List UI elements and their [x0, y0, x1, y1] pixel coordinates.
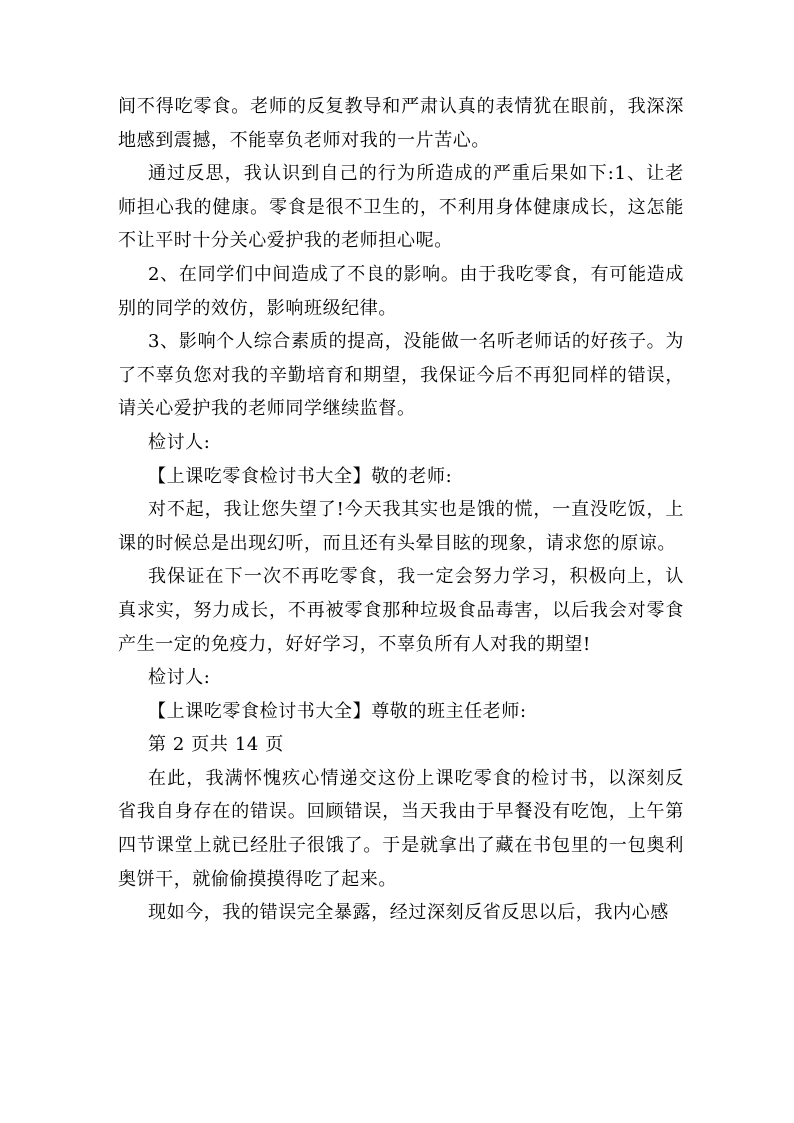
paragraph: 间不得吃零食。老师的反复教导和严肃认真的表情犹在眼前，我深深地感到震撼，不能辜负老师对我的一片苦心。: [118, 96, 684, 151]
document-body: [118, 90, 684, 930]
signature-line: 检讨人:: [148, 667, 211, 689]
section-heading: 【上课吃零食检讨书大全】敬的老师:: [148, 465, 453, 487]
page-number-label: 第 2 页共 14 页: [148, 734, 284, 756]
paragraph: 在此，我满怀愧疚心情递交这份上课吃零食的检讨书，以深刻反省我自身存在的错误。回顾错误，当天我由于早餐没有吃饱，上午第四节课堂上就已经肚子很饿了。于是就拿出了藏在书包里的一包奥利奥饼干，就偷偷摸摸得吃了起来。: [118, 767, 684, 890]
paragraph: 2、在同学们中间造成了不良的影响。由于我吃零食，有可能造成别的同学的效仿，影响班级纪律。: [118, 263, 684, 319]
paragraph: 我保证在下一次不再吃零食，我一定会努力学习，积极向上，认真求实，努力成长，不再被零食那种垃圾食品毒害，以后我会对零食产生一定的免疫力，好好学习，不辜负所有人对我的期望!: [118, 566, 684, 655]
paragraph: 现如今，我的错误完全暴露，经过深刻反省反思以后，我内心感: [148, 902, 669, 924]
paragraph: 通过反思，我认识到自己的行为所造成的严重后果如下:1、让老师担心我的健康。零食是很不卫生的，不利用身体健康成长，这怎能不让平时十分关心爱护我的老师担心呢。: [118, 163, 684, 252]
paragraph: 3、影响个人综合素质的提高，没能做一名听老师话的好孩子。为了不辜负您对我的辛勤培育和期望，我保证今后不再犯同样的错误，请关心爱护我的老师同学继续监督。: [118, 331, 684, 420]
section-heading: 【上课吃零食检讨书大全】尊敬的班主任老师:: [148, 700, 527, 722]
signature-line: 检讨人:: [148, 431, 211, 453]
paragraph: 对不起，我让您失望了!今天我其实也是饿的慌，一直没吃饭，上课的时候总是出现幻听，而且还有头晕目眩的现象，请求您的原谅。: [118, 499, 684, 554]
